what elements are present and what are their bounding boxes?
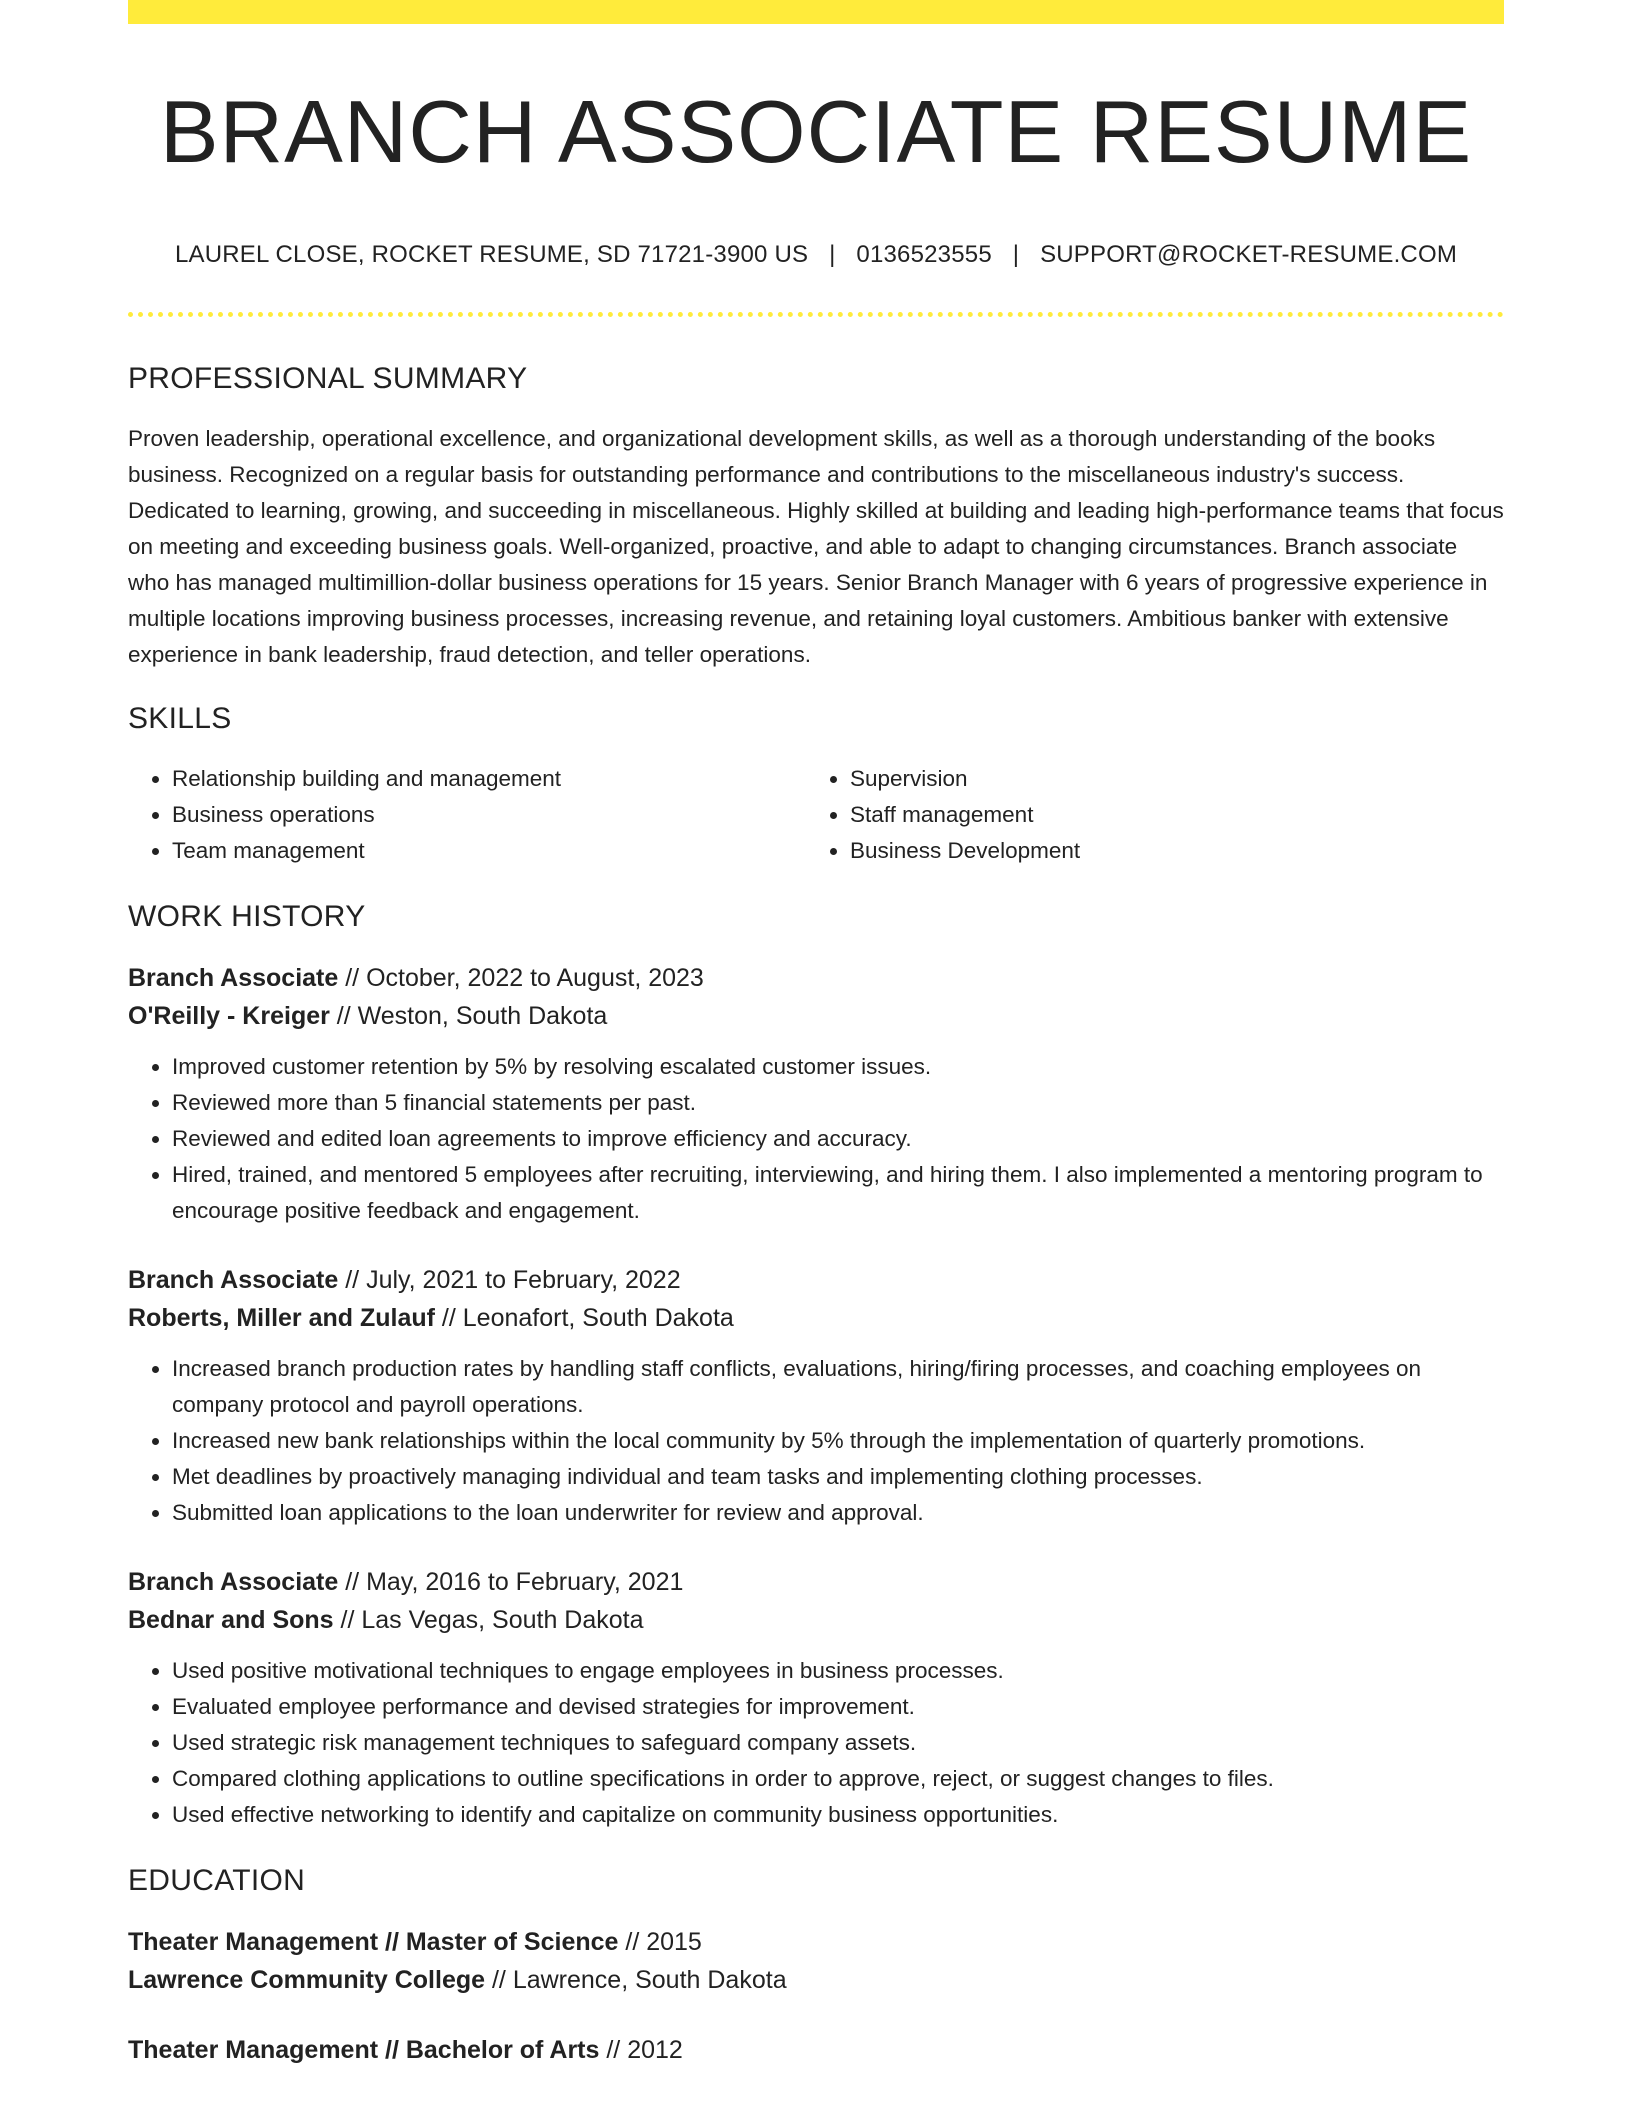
resume-page <box>128 0 1504 2069</box>
job-bullet: • Submitted loan applications to the loan underwriter for review and approval. <box>172 1495 1504 1531</box>
work-history-heading: WORK HISTORY <box>128 899 366 933</box>
skills-list <box>128 761 1504 869</box>
job-company: O'Reilly - Kreiger <box>128 1001 330 1030</box>
summary-text: Proven leadership, operational excellence, and organizational development skills, as well as a thorough understanding of the books business. Recognized on a regular basis for outstanding performance and contributions to the miscellaneous industry's success. Dedicated to learning, growing, and succeeding in miscellaneous. Highly skilled at building and leading high-performance teams that focus on meeting and exceeding business goals. Well-organized, proactive, and able to adapt to changing circumstances. Branch associate who has managed multimillion-dollar business operations for 15 years. Senior Branch Manager with 6 years of progressive experience in multiple locations improving business processes, increasing revenue, and retaining loyal customers. Ambitious banker with extensive experience in bank leadership, fraud detection, and teller operations. <box>128 425 1504 667</box>
education-year: // 2012 <box>599 2035 683 2064</box>
education-school-line <box>128 1961 1504 1999</box>
contact-line <box>128 241 1504 270</box>
contact-separator: | <box>1012 240 1020 268</box>
education-location: // Lawrence, South Dakota <box>485 1965 787 1994</box>
job-company-line <box>128 1299 1504 1337</box>
job-company-line <box>128 1601 1504 1639</box>
job-title-line <box>128 1563 1504 1601</box>
skill-item: • Team management <box>172 833 806 869</box>
skill-item: • Business operations <box>172 797 806 833</box>
contact-separator: | <box>829 240 836 268</box>
job-bullets <box>128 1049 1504 1229</box>
job-location: // Las Vegas, South Dakota <box>333 1605 644 1634</box>
skill-item: • Staff management <box>850 797 1484 833</box>
skills-heading: SKILLS <box>128 701 232 735</box>
job-bullets <box>128 1653 1504 1833</box>
job-company: Roberts, Miller and Zulauf <box>128 1303 435 1332</box>
contact-email: SUPPORT@ROCKET-RESUME.COM <box>1040 240 1458 268</box>
accent-bar <box>128 0 1504 24</box>
summary-heading: PROFESSIONAL SUMMARY <box>128 361 528 395</box>
skill-item: • Relationship building and management <box>172 761 806 797</box>
education-heading: EDUCATION <box>128 1863 306 1897</box>
education-entry <box>128 1923 1504 1999</box>
contact-address: LAUREL CLOSE, ROCKET RESUME, SD 71721-3900 US <box>174 240 809 268</box>
education-degree-line <box>128 2031 1504 2069</box>
job-bullet: • Compared clothing applications to outline specifications in order to approve, reject, or suggest changes to files. <box>172 1761 1504 1797</box>
job-bullet: • Reviewed more than 5 financial statements per past. <box>172 1085 1504 1121</box>
education-degree: Theater Management // Master of Science <box>128 1927 619 1956</box>
education-school: Lawrence Community College <box>128 1965 486 1994</box>
job-bullet: • Improved customer retention by 5% by resolving escalated customer issues. <box>172 1049 1504 1085</box>
job-dates: // July, 2021 to February, 2022 <box>338 1265 681 1294</box>
education-year: // 2015 <box>618 1927 702 1956</box>
job-dates: // October, 2022 to August, 2023 <box>338 963 704 992</box>
job-title: Branch Associate <box>128 963 339 992</box>
skill-item: • Business Development <box>850 833 1484 869</box>
job-entry <box>128 1563 1504 1833</box>
job-title: Branch Associate <box>128 1567 339 1596</box>
education-entry <box>128 2031 1504 2069</box>
job-bullet: • Used effective networking to identify and capitalize on community business opportunities. <box>172 1797 1504 1833</box>
skill-item: • Supervision <box>850 761 1484 797</box>
skills-column-right <box>806 761 1484 869</box>
job-title-line <box>128 1261 1504 1299</box>
job-company-line <box>128 997 1504 1035</box>
job-bullets <box>128 1351 1504 1531</box>
education-degree: Theater Management // Bachelor of Arts <box>128 2035 600 2064</box>
dotted-divider <box>128 312 1504 317</box>
job-location: // Weston, South Dakota <box>329 1001 608 1030</box>
job-title: Branch Associate <box>128 1265 339 1294</box>
job-bullet: • Met deadlines by proactively managing individual and team tasks and implementing clothing processes. <box>172 1459 1504 1495</box>
job-bullet: • Evaluated employee performance and devised strategies for improvement. <box>172 1689 1504 1725</box>
job-bullet: • Used positive motivational techniques to engage employees in business processes. <box>172 1653 1504 1689</box>
job-entry <box>128 1261 1504 1531</box>
job-company: Bednar and Sons <box>128 1605 334 1634</box>
contact-phone: 0136523555 <box>856 240 992 268</box>
resume-title: BRANCH ASSOCIATE RESUME <box>159 82 1473 181</box>
job-bullet: • Increased new bank relationships within the local community by 5% through the implementation of quarterly promotions. <box>172 1423 1504 1459</box>
job-bullet: • Used strategic risk management techniques to safeguard company assets. <box>172 1725 1504 1761</box>
job-title-line <box>128 959 1504 997</box>
job-entry <box>128 959 1504 1229</box>
job-bullet: • Reviewed and edited loan agreements to improve efficiency and accuracy. <box>172 1121 1504 1157</box>
job-dates: // May, 2016 to February, 2021 <box>338 1567 684 1596</box>
skills-column-left <box>128 761 806 869</box>
job-location: // Leonafort, South Dakota <box>434 1303 734 1332</box>
job-bullet: • Hired, trained, and mentored 5 employees after recruiting, interviewing, and hiring them. I also implemented a mentoring program to encourage positive feedback and engagement. <box>172 1157 1504 1229</box>
education-degree-line <box>128 1923 1504 1961</box>
job-bullet: • Increased branch production rates by handling staff conflicts, evaluations, hiring/firing processes, and coaching employees on company protocol and payroll operations. <box>172 1351 1504 1423</box>
